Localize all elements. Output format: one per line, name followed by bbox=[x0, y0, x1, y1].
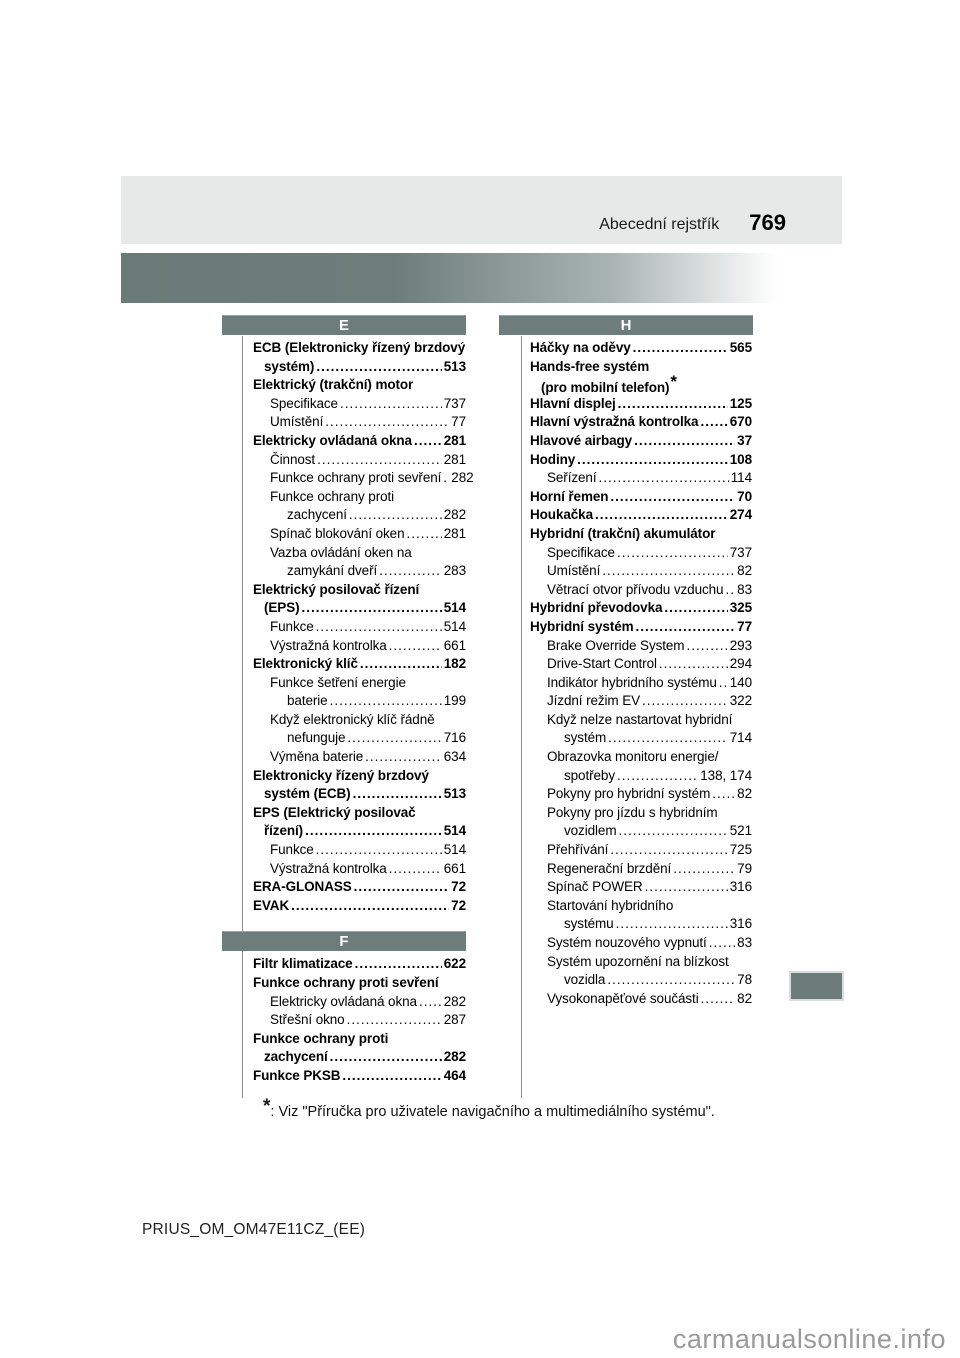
document-code: PRIUS_OM_OM47E11CZ_(EE) bbox=[142, 1221, 366, 1238]
dot-leader bbox=[607, 972, 735, 987]
dot-leader bbox=[686, 638, 727, 653]
entry-page-number: 83 bbox=[737, 581, 752, 597]
entry-text: ERA-GLONASS bbox=[253, 879, 352, 895]
index-entry-line bbox=[253, 842, 466, 861]
index-entry-line bbox=[253, 377, 466, 396]
page-number: 769 bbox=[749, 210, 786, 236]
index-entry-line bbox=[530, 359, 752, 378]
entry-text: Systém upozornění na blízkost bbox=[547, 953, 729, 969]
dot-leader bbox=[595, 507, 728, 522]
entry-text: Vysokonapěťové součásti bbox=[547, 990, 699, 1006]
entry-page-number: 514 bbox=[443, 823, 466, 839]
index-entry-line bbox=[530, 954, 752, 973]
index-entry-line bbox=[530, 396, 752, 415]
entry-page-number: 138, 174 bbox=[700, 767, 752, 783]
index-entry-line bbox=[253, 656, 466, 675]
dot-leader bbox=[355, 956, 442, 971]
entry-page-number: 282 bbox=[443, 507, 466, 523]
entry-page-number: 182 bbox=[443, 656, 466, 672]
dot-leader bbox=[349, 507, 442, 522]
entry-page-number: 281 bbox=[443, 451, 466, 467]
entry-page-number: 316 bbox=[729, 879, 752, 895]
dot-leader bbox=[725, 582, 735, 597]
entry-text: nefunguje bbox=[287, 730, 346, 746]
chapter-gradient-bar bbox=[121, 253, 842, 303]
entry-page-number: 274 bbox=[729, 507, 752, 523]
entry-footnote-marker: * bbox=[670, 372, 677, 392]
entry-page-number: 661 bbox=[443, 860, 466, 876]
index-entry-line bbox=[530, 972, 752, 991]
section-header-f bbox=[222, 931, 466, 951]
entry-page-number: 125 bbox=[729, 395, 752, 411]
entry-page-number: 622 bbox=[443, 956, 466, 972]
entry-text: Umístění bbox=[547, 563, 601, 579]
index-entry-line bbox=[253, 730, 466, 749]
page-title: Abecední rejstřík bbox=[599, 216, 720, 233]
entry-text: Funkce PKSB bbox=[253, 1067, 341, 1083]
index-entry-line bbox=[253, 675, 466, 694]
index-entry-line bbox=[253, 1049, 466, 1068]
index-entry-line bbox=[530, 545, 752, 564]
index-entry-line bbox=[253, 414, 466, 433]
dot-leader bbox=[325, 414, 449, 429]
entry-page-number: 716 bbox=[443, 730, 466, 746]
index-entry-line bbox=[253, 359, 466, 378]
index-entries bbox=[530, 340, 752, 1009]
dot-leader bbox=[407, 526, 442, 541]
entry-text: Hybridní (trakční) akumulátor bbox=[530, 525, 716, 541]
index-entry-line bbox=[530, 656, 752, 675]
entry-page-number: 70 bbox=[737, 488, 752, 504]
entry-page-number: 293 bbox=[729, 637, 752, 653]
index-entry-line bbox=[530, 619, 752, 638]
entry-text: Pokyny pro jízdu s hybridním bbox=[547, 804, 718, 820]
dot-leader bbox=[316, 842, 442, 857]
entry-text: baterie bbox=[287, 693, 328, 709]
entry-text: Seřízení bbox=[547, 470, 597, 486]
dot-leader bbox=[414, 433, 442, 448]
dot-leader bbox=[577, 452, 728, 467]
index-entry-line bbox=[530, 452, 752, 471]
entry-text: Obrazovka monitoru energie/ bbox=[547, 749, 719, 765]
dot-leader bbox=[347, 730, 441, 745]
index-entry-line bbox=[253, 1031, 466, 1050]
entry-page-number: 37 bbox=[737, 432, 752, 448]
index-entry-line bbox=[253, 638, 466, 657]
entry-text: Elektrický (trakční) motor bbox=[253, 377, 414, 393]
footnote-asterisk: * bbox=[263, 1096, 271, 1117]
index-entry-line bbox=[530, 749, 752, 768]
index-entries bbox=[253, 956, 466, 1086]
entry-text: Výstražná kontrolka bbox=[270, 860, 387, 876]
entry-page-number: 670 bbox=[729, 414, 752, 430]
index-entry-line bbox=[530, 935, 752, 954]
dot-leader bbox=[360, 656, 442, 671]
index-entry-line bbox=[530, 786, 752, 805]
entry-page-number: 83 bbox=[737, 935, 752, 950]
entry-text: Funkce ochrany proti bbox=[270, 488, 395, 504]
entry-text: Když nelze nastartovat hybridní bbox=[547, 711, 733, 727]
entry-text: Horní řemen bbox=[530, 488, 609, 504]
dot-leader bbox=[712, 786, 735, 801]
entry-text: systém bbox=[564, 730, 607, 746]
index-entry-line bbox=[253, 340, 466, 359]
index-entry-line bbox=[253, 768, 466, 787]
entry-page-number: 661 bbox=[443, 637, 466, 653]
entry-text: Hlavové airbagy bbox=[530, 432, 633, 448]
dot-leader bbox=[330, 693, 442, 708]
entry-page-number: 82 bbox=[737, 563, 752, 579]
index-entry-line bbox=[530, 879, 752, 898]
dot-leader bbox=[598, 470, 728, 485]
index-entry-line bbox=[530, 340, 752, 359]
dot-leader bbox=[610, 842, 727, 857]
dot-leader bbox=[330, 1049, 442, 1064]
index-entry-line bbox=[253, 805, 466, 824]
index-entry-line bbox=[253, 526, 466, 545]
index-entry-line bbox=[530, 768, 752, 787]
dot-leader bbox=[617, 545, 728, 560]
entry-text: Spínač POWER bbox=[547, 879, 643, 895]
entry-text: Elektrický posilovač řízení bbox=[253, 581, 420, 597]
entry-text: Specifikace bbox=[270, 395, 338, 411]
entry-text: spotřeby bbox=[564, 767, 615, 783]
index-entry-line bbox=[530, 693, 752, 712]
column-right bbox=[499, 315, 753, 1009]
dot-leader bbox=[316, 619, 442, 634]
index-entry-line bbox=[253, 861, 466, 880]
index-entry-line bbox=[530, 675, 752, 694]
dot-leader bbox=[608, 730, 728, 745]
index-entry-line bbox=[253, 712, 466, 731]
dot-leader bbox=[642, 693, 728, 708]
entry-text: řízení) bbox=[264, 823, 304, 839]
entry-text: Háčky na oděvy bbox=[530, 340, 631, 355]
index-entry-line bbox=[253, 749, 466, 768]
entry-text: Výstražná kontrolka bbox=[270, 637, 387, 653]
index-entry-line bbox=[530, 823, 752, 842]
entry-page-number: 72 bbox=[451, 897, 466, 913]
entry-text: Brake Override System bbox=[547, 637, 685, 653]
index-entry-line bbox=[530, 600, 752, 619]
index-entry-line bbox=[253, 470, 474, 489]
index-entry-line bbox=[530, 805, 752, 824]
entry-page-number: 322 bbox=[729, 693, 752, 709]
index-entry-line bbox=[530, 414, 752, 433]
entry-text: Specifikace bbox=[547, 544, 615, 560]
dot-leader bbox=[389, 861, 442, 876]
watermark-text: carmanualsonline.info bbox=[672, 1324, 946, 1354]
dot-leader bbox=[291, 898, 449, 913]
section-header-e bbox=[222, 315, 466, 335]
dot-leader bbox=[645, 879, 728, 894]
entry-text: vozidla bbox=[564, 972, 606, 988]
dot-leader bbox=[419, 994, 442, 1009]
dot-leader bbox=[618, 823, 727, 838]
entry-text: Hlavní výstražná kontrolka bbox=[530, 414, 699, 430]
index-entry-line bbox=[530, 582, 752, 601]
entry-page-number: 464 bbox=[443, 1067, 466, 1083]
entry-text: Výměna baterie bbox=[270, 749, 364, 765]
entry-text: zachycení bbox=[264, 1049, 328, 1065]
dot-leader bbox=[709, 935, 735, 950]
entry-page-number: 737 bbox=[729, 544, 752, 560]
dot-leader bbox=[634, 433, 735, 448]
dot-leader bbox=[633, 340, 728, 355]
entry-page-number: 565 bbox=[729, 340, 752, 355]
index-entry-line bbox=[253, 452, 466, 471]
index-entry-line bbox=[253, 823, 466, 842]
dot-leader bbox=[379, 563, 442, 578]
entry-text: systém) bbox=[264, 358, 315, 374]
entry-text: Hands-free systém bbox=[530, 358, 650, 374]
page-edge-tab bbox=[789, 971, 844, 1001]
entry-text: zamykání dveří bbox=[287, 563, 378, 579]
dot-leader bbox=[316, 359, 441, 374]
entry-page-number: 108 bbox=[729, 451, 752, 467]
entry-text: Elektricky ovládaná okna bbox=[270, 993, 417, 1009]
entry-page-number: 282 bbox=[451, 470, 474, 486]
dot-leader bbox=[617, 768, 698, 783]
entry-page-number: 78 bbox=[737, 972, 752, 988]
index-entry-line bbox=[530, 730, 752, 749]
entry-text: Funkce bbox=[270, 842, 314, 858]
entry-text: Filtr klimatizace bbox=[253, 956, 353, 972]
entry-page-number: 282 bbox=[443, 993, 466, 1009]
entry-page-number: 79 bbox=[737, 860, 752, 876]
page-header-band bbox=[121, 176, 842, 244]
index-entry-line bbox=[530, 470, 752, 489]
entry-page-number: 281 bbox=[443, 525, 466, 541]
entry-page-number: 725 bbox=[729, 842, 752, 858]
entry-text: vozidlem bbox=[564, 823, 617, 839]
index-entry-line bbox=[253, 396, 466, 415]
index-entry-line bbox=[530, 372, 752, 396]
dot-leader bbox=[610, 489, 735, 504]
dot-leader bbox=[719, 675, 728, 690]
index-entry-line bbox=[530, 507, 752, 526]
dot-leader bbox=[701, 991, 736, 1006]
section-header-h bbox=[499, 315, 753, 335]
entry-text: Elektronicky řízený brzdový bbox=[253, 767, 429, 783]
index-entry-line bbox=[530, 842, 752, 861]
entry-text: Elektricky ovládaná okna bbox=[253, 432, 412, 448]
dot-leader bbox=[354, 879, 450, 894]
entry-page-number: 114 bbox=[730, 470, 752, 486]
entry-text: Činnost bbox=[270, 451, 316, 467]
index-entry-line bbox=[253, 545, 466, 564]
entry-page-number: 140 bbox=[729, 674, 752, 690]
entry-page-number: 316 bbox=[729, 916, 752, 932]
entry-text: Větrací otvor přívodu vzduchu bbox=[547, 581, 724, 597]
index-entry-line bbox=[530, 861, 752, 880]
entry-text: zachycení bbox=[287, 507, 347, 523]
entry-page-number: 714 bbox=[729, 730, 752, 746]
entry-text: Hodiny bbox=[530, 451, 576, 467]
entry-text: (EPS) bbox=[264, 600, 300, 616]
section-letter: F bbox=[339, 933, 349, 951]
index-entry-line bbox=[530, 898, 752, 917]
entry-text: Když elektronický klíč řádně bbox=[270, 711, 435, 727]
index-entry-line bbox=[530, 526, 752, 545]
entry-text: Regenerační brzdění bbox=[547, 860, 672, 876]
index-entry-line bbox=[253, 433, 466, 452]
entry-page-number: 82 bbox=[737, 786, 752, 802]
entry-page-number: 283 bbox=[443, 563, 466, 579]
dot-leader bbox=[636, 619, 736, 634]
index-entry-line bbox=[530, 433, 752, 452]
index-entry-line bbox=[253, 1068, 466, 1087]
index-entry-line bbox=[253, 1012, 466, 1031]
entry-text: Funkce ochrany proti bbox=[253, 1030, 389, 1046]
index-entry-line bbox=[253, 619, 466, 638]
column-left bbox=[222, 315, 474, 1087]
index-entry-line bbox=[530, 638, 752, 657]
footnote-text: : Viz "Příručka pro uživatele navigačního a multimediálního systému". bbox=[270, 1104, 715, 1120]
entry-text: Funkce bbox=[270, 618, 314, 634]
entry-page-number: 325 bbox=[729, 600, 752, 616]
index-entry-line bbox=[530, 712, 752, 731]
dot-leader bbox=[365, 749, 442, 764]
entry-text: EVAK bbox=[253, 897, 290, 913]
entry-text: Funkce ochrany proti sevření bbox=[270, 470, 442, 486]
entry-page-number: 514 bbox=[443, 618, 466, 634]
index-entry-line bbox=[253, 582, 466, 601]
index-entry-line bbox=[530, 563, 752, 582]
entry-text: Střešní okno bbox=[270, 1012, 345, 1028]
entry-text: Houkačka bbox=[530, 507, 593, 523]
entry-text: Přehřívání bbox=[547, 842, 609, 858]
entry-text: Umístění bbox=[270, 414, 324, 430]
entry-page-number: 77 bbox=[451, 414, 466, 430]
index-entry-line bbox=[253, 879, 466, 898]
index-entry-line bbox=[253, 786, 466, 805]
dot-leader bbox=[659, 656, 728, 671]
entry-text: EPS (Elektrický posilovač bbox=[253, 804, 416, 820]
index-entry-line bbox=[530, 489, 752, 508]
dot-leader bbox=[347, 1012, 442, 1027]
dot-leader bbox=[664, 600, 727, 615]
dot-leader bbox=[616, 916, 728, 931]
index-entry-line bbox=[253, 507, 466, 526]
entry-page-number: 294 bbox=[729, 656, 752, 672]
entry-text: Elektronický klíč bbox=[253, 656, 358, 672]
dot-leader bbox=[602, 563, 735, 578]
dot-leader bbox=[302, 600, 442, 615]
entry-text: Hybridní systém bbox=[530, 618, 634, 634]
entry-page-number: 281 bbox=[443, 432, 466, 448]
entry-text: systém (ECB) bbox=[264, 786, 351, 802]
index-entry-line bbox=[530, 916, 752, 935]
entry-text: Spínač blokování oken bbox=[270, 525, 405, 541]
entry-text: ECB (Elektronicky řízený brzdový bbox=[253, 340, 466, 355]
entry-page-number: 521 bbox=[729, 823, 752, 839]
entry-text: Hybridní převodovka bbox=[530, 600, 663, 616]
entry-text: systému bbox=[564, 916, 614, 932]
entry-page-number: 77 bbox=[737, 618, 752, 634]
dot-leader bbox=[342, 1068, 441, 1083]
entry-page-number: 282 bbox=[443, 1049, 466, 1065]
dot-leader bbox=[700, 414, 727, 429]
entry-text: Systém nouzového vypnutí bbox=[547, 935, 707, 950]
index-entry-line bbox=[253, 563, 466, 582]
entry-text: Pokyny pro hybridní systém bbox=[547, 786, 711, 802]
entry-page-number: 514 bbox=[443, 842, 466, 858]
dot-leader bbox=[340, 396, 442, 411]
footnote bbox=[263, 1096, 715, 1122]
entry-page-number: 634 bbox=[443, 749, 466, 765]
entry-text: Jízdní režim EV bbox=[547, 693, 641, 709]
entry-text: Hlavní displej bbox=[530, 395, 616, 411]
entry-page-number: 737 bbox=[443, 395, 466, 411]
entry-page-number: 513 bbox=[443, 358, 466, 374]
index-entry-line bbox=[253, 898, 466, 917]
index-entry-line bbox=[253, 975, 466, 994]
entry-text: Vazba ovládání oken na bbox=[270, 544, 412, 560]
entry-page-number: 72 bbox=[451, 879, 466, 895]
index-entry-line bbox=[253, 956, 466, 975]
index-entry-line bbox=[253, 994, 466, 1013]
dot-leader bbox=[443, 470, 449, 485]
entry-text: Funkce ochrany proti sevření bbox=[253, 975, 439, 990]
dot-leader bbox=[389, 638, 442, 653]
entry-page-number: 514 bbox=[443, 600, 466, 616]
entry-page-number: 82 bbox=[737, 990, 752, 1006]
section-letter: E bbox=[338, 317, 349, 334]
entry-text: Indikátor hybridního systému bbox=[547, 674, 717, 690]
entry-page-number: 199 bbox=[443, 693, 466, 709]
dot-leader bbox=[673, 861, 735, 876]
index-entry-line bbox=[253, 693, 466, 712]
dot-leader bbox=[353, 786, 442, 801]
index-entries bbox=[253, 340, 474, 916]
dot-leader bbox=[305, 823, 442, 838]
index-entry-line bbox=[253, 600, 466, 619]
entry-text: Funkce šetření energie bbox=[270, 674, 406, 690]
index-entry-line bbox=[530, 991, 752, 1010]
entry-text: Startování hybridního bbox=[547, 897, 674, 913]
entry-text: (pro mobilní telefon) bbox=[541, 380, 670, 396]
dot-leader bbox=[618, 396, 728, 411]
index-entry-line bbox=[253, 489, 466, 508]
section-letter: H bbox=[620, 317, 632, 334]
entry-page-number: 513 bbox=[443, 786, 466, 802]
entry-page-number: 287 bbox=[443, 1012, 466, 1028]
entry-text: Drive-Start Control bbox=[547, 656, 657, 672]
dot-leader bbox=[317, 452, 442, 467]
